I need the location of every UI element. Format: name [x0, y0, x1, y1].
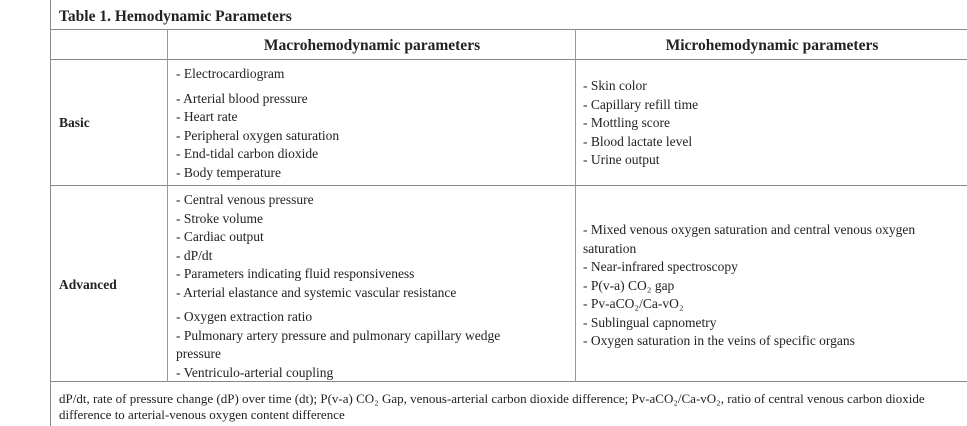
basic-macro-list	[176, 65, 339, 182]
list-item: - Mottling score	[583, 115, 670, 130]
list-item: - Heart rate	[176, 109, 238, 124]
list-item: - Pv-aCO₂/Ca-vO₂	[583, 296, 684, 311]
header-micro: Microhemodynamic parameters	[665, 37, 879, 54]
list-item: - Sublingual capnometry	[583, 314, 717, 330]
list-item: - Near-infrared spectroscopy	[583, 259, 738, 274]
advanced-micro-list	[583, 221, 915, 351]
list-item: - Arterial elastance and systemic vascular resistance	[176, 284, 457, 300]
footnote-text: dP/dt, rate of pressure change (dP) over time (dt); P(v-a) CO₂ Gap, venous-arterial carbon dioxide difference; Pv-aCO₂/Ca-vO₂, ratio of central venous carbon dioxide difference to arterial-venous oxygen content difference	[59, 391, 925, 422]
list-item: - Central venous pressure	[176, 192, 314, 207]
list-item: - Pulmonary artery pressure and pulmonary capillary wedge	[176, 327, 501, 343]
header-macro: Macrohemodynamic parameters	[263, 37, 481, 54]
column-divider-1	[167, 29, 168, 382]
list-item: saturation	[583, 240, 637, 256]
list-item: - Electrocardiogram	[176, 66, 285, 81]
list-item: - Urine output	[583, 152, 660, 167]
list-item: - Parameters indicating fluid responsiveness	[176, 266, 415, 281]
column-divider-2	[575, 29, 576, 382]
list-item: - Blood lactate level	[583, 133, 693, 149]
table-footnote	[50, 382, 967, 426]
table-row-basic	[50, 59, 967, 186]
list-item: - Oxygen saturation in the veins of specific organs	[583, 333, 855, 348]
list-item: - Mixed venous oxygen saturation and central venous oxygen	[583, 222, 916, 237]
list-item: - Arterial blood pressure	[176, 90, 308, 106]
row-label-basic: Basic	[59, 115, 90, 130]
list-item: - dP/dt	[176, 247, 213, 263]
table-header-row	[50, 29, 967, 60]
list-item: pressure	[176, 346, 221, 361]
hemodynamic-table	[50, 0, 967, 426]
list-item: - Ventriculo-arterial coupling	[176, 364, 334, 380]
table-title-row	[50, 0, 967, 30]
list-item: - Peripheral oxygen saturation	[176, 127, 340, 143]
row-label-advanced: Advanced	[59, 277, 117, 292]
table-title: Table 1. Hemodynamic Parameters	[59, 8, 292, 25]
list-item: - Stroke volume	[176, 210, 263, 226]
advanced-macro-list	[176, 191, 500, 382]
list-item: - Body temperature	[176, 164, 281, 180]
list-item: - P(v-a) CO₂ gap	[583, 277, 675, 293]
list-item: - Oxygen extraction ratio	[176, 309, 313, 324]
table-row-advanced	[50, 186, 967, 382]
list-item: - Cardiac output	[176, 229, 264, 244]
list-item: - End-tidal carbon dioxide	[176, 146, 319, 161]
list-item: - Skin color	[583, 78, 647, 93]
basic-micro-list	[583, 77, 698, 170]
list-item: - Capillary refill time	[583, 96, 699, 112]
